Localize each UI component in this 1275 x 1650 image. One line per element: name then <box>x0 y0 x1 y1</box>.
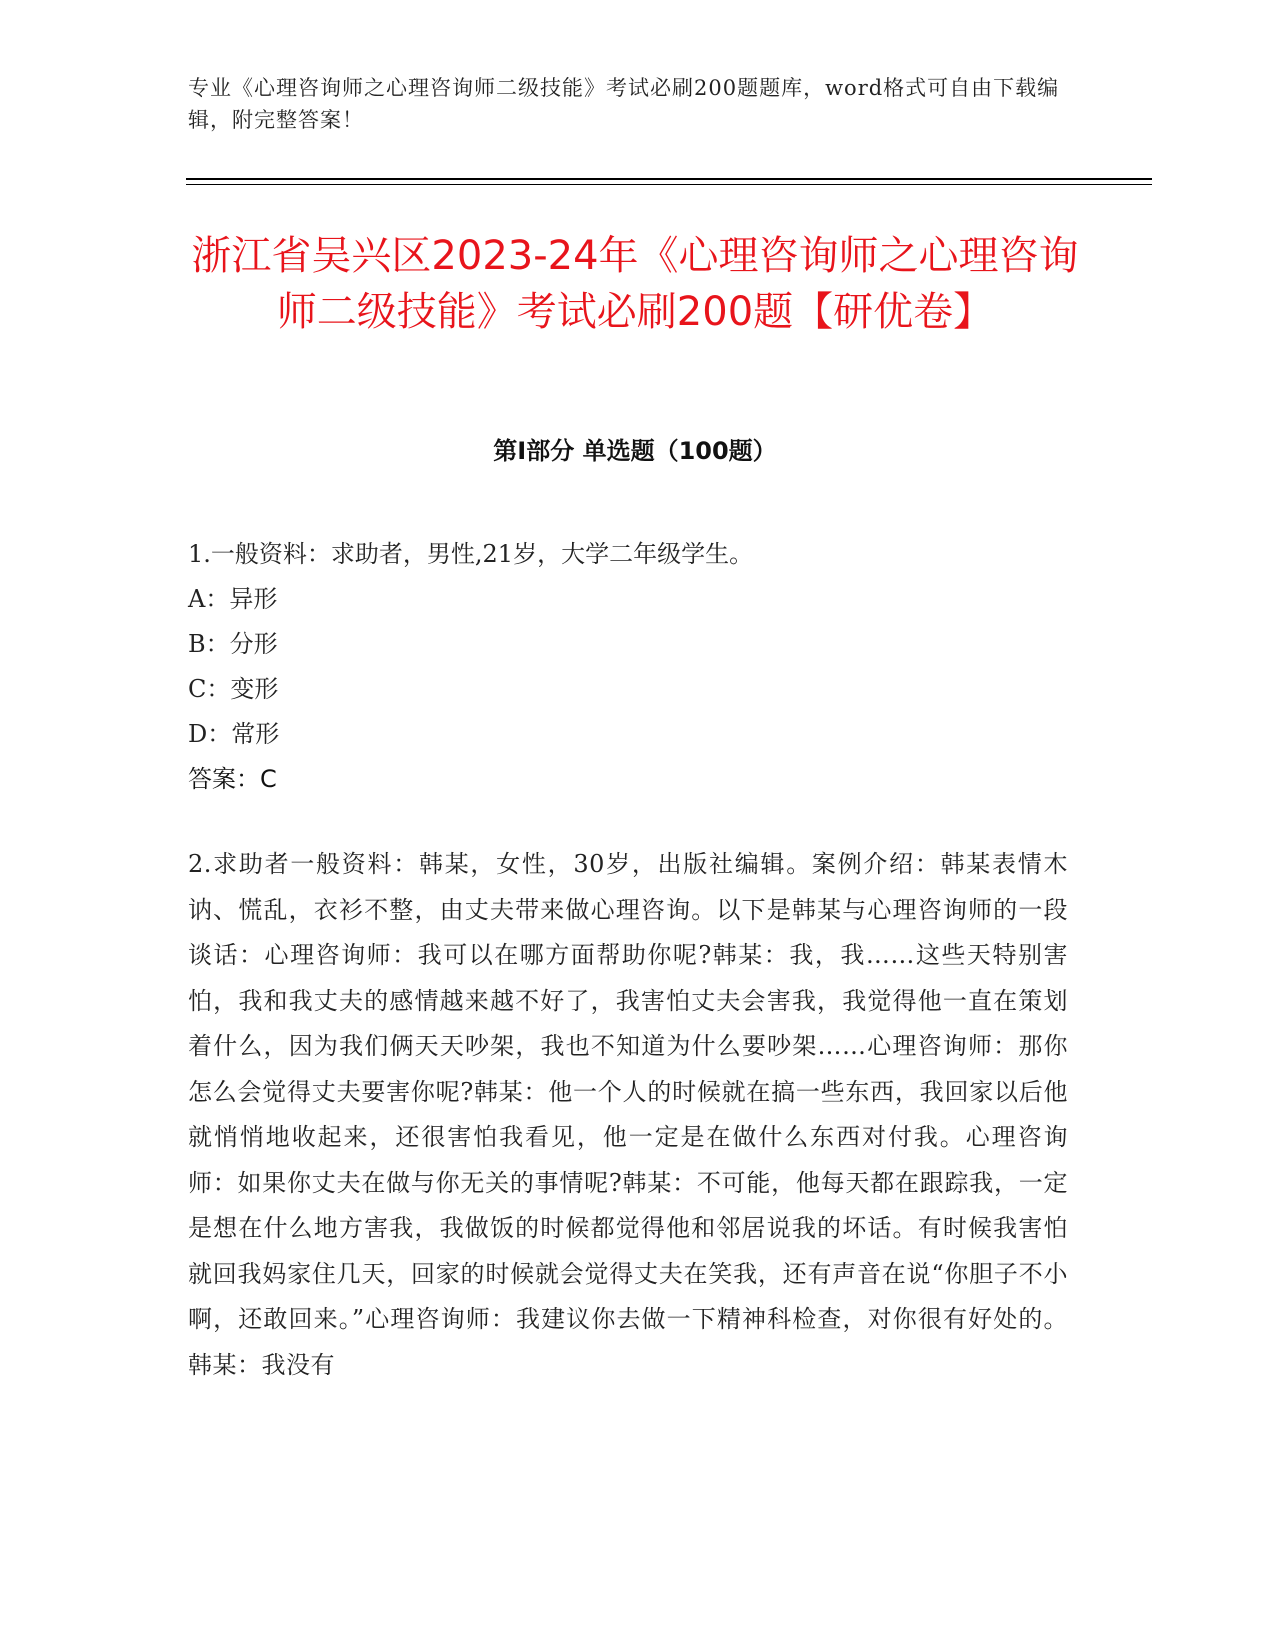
question-stem: 2.求助者一般资料：韩某，女性，30岁，出版社编辑。案例介绍：韩某表情木讷、慌乱，衣衫不整，由丈夫带来做心理咨询。以下是韩某与心理咨询师的一段谈话：心理咨询师：我可以在哪方面帮助你呢?韩某：我，我……这些天特别害怕，我和我丈夫的感情越来越不好了，我害怕丈夫会害我，我觉得他一直在策划着什么，因为我们俩天天吵架，我也不知道为什么要吵架……心理咨询师：那你怎么会觉得丈夫要害你呢?韩某：他一个人的时候就在搞一些东西，我回家以后他就悄悄地收起来，还很害怕我看见，他一定是在做什么东西对付我。心理咨询师：如果你丈夫在做与你无关的事情呢?韩某：不可能，他每天都在跟踪我，一定是想在什么地方害我，我做饭的时候都觉得他和邻居说我的坏话。有时候我害怕就回我妈家住几天，回家的时候就会觉得丈夫在笑我，还有声音在说“你胆子不小啊，还敢回来。”心理咨询师：我建议你去做一下精神科检查，对你很有好处的。韩某：我没有 <box>188 850 1068 1379</box>
option-c: C：变形 <box>188 675 279 703</box>
answer: 答案：C <box>188 765 277 793</box>
document-title: 浙江省吴兴区2023-24年《心理咨询师之心理咨询师二级技能》考试必刷200题【研优卷】 <box>191 233 1079 335</box>
section-title: 第Ⅰ部分 单选题（100题） <box>493 437 777 465</box>
question-2 <box>188 842 1068 1388</box>
header-note: 专业《心理咨询师之心理咨询师二级技能》考试必刷200题题库，word格式可自由下载编辑，附完整答案！ <box>188 76 1060 132</box>
question-1 <box>188 532 1068 802</box>
option-b: B：分形 <box>188 630 278 658</box>
option-a: A：异形 <box>188 585 278 613</box>
header-divider-thick <box>186 178 1152 180</box>
option-d: D：常形 <box>188 720 280 748</box>
question-stem: 1.一般资料：求助者，男性,21岁，大学二年级学生。 <box>188 540 754 568</box>
header-divider-thin <box>186 184 1152 185</box>
